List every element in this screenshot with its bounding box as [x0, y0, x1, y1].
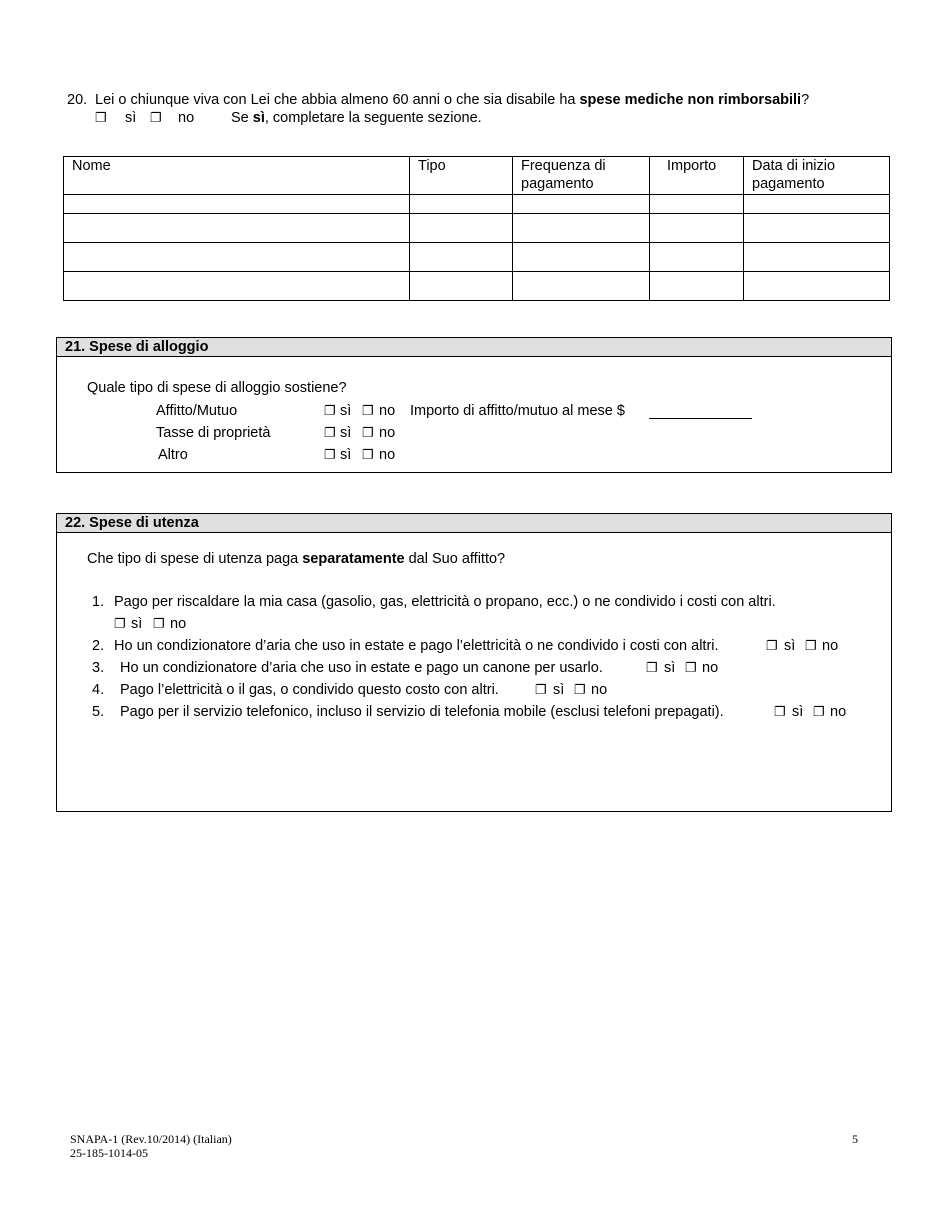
item-5-no-checkbox[interactable]: ❐: [813, 704, 825, 719]
q20-yes-checkbox[interactable]: ❐: [95, 110, 107, 125]
cell-input[interactable]: [513, 195, 650, 214]
property-tax-no-checkbox[interactable]: ❐: [362, 425, 374, 440]
q21-question: Quale tipo di spese di alloggio sostiene?: [87, 380, 347, 396]
property-tax-yes-checkbox[interactable]: ❐: [324, 425, 336, 440]
col-header-nome: Nome: [64, 157, 410, 195]
cell-input[interactable]: [64, 214, 410, 243]
utility-item-5-text: Pago per il servizio telefonico, incluso il servizio di telefonia mobile (esclusi telefoni prepagati).: [120, 704, 724, 720]
rent-no-label: no: [379, 403, 396, 419]
q22-question: Che tipo di spese di utenza paga separatamente dal Suo affitto?: [87, 551, 506, 567]
item-1-yes-checkbox[interactable]: ❐: [114, 616, 126, 631]
rent-amount-label: Importo di affitto/mutuo al mese $: [410, 403, 625, 419]
item-3-no-label: no: [702, 660, 719, 676]
item-5-yes-label: sì: [792, 704, 804, 720]
cell-input[interactable]: [410, 272, 513, 301]
item-4-no-label: no: [591, 682, 608, 698]
section-21-title: 21. Spese di alloggio: [57, 338, 891, 357]
item-4-yes-label: sì: [553, 682, 565, 698]
cell-input[interactable]: [64, 243, 410, 272]
item-2-yes-label: sì: [784, 638, 796, 654]
cell-input[interactable]: [513, 272, 650, 301]
col-header-data-inizio: Data di inizio pagamento: [744, 157, 890, 195]
utility-item-1-text: Pago per riscaldare la mia casa (gasolio, gas, elettricità o propano, ecc.) o ne condivido i costi con altri.: [114, 594, 776, 610]
cell-input[interactable]: [650, 195, 744, 214]
housing-label-rent: Affitto/Mutuo: [156, 403, 238, 419]
col-header-tipo: Tipo: [410, 157, 513, 195]
item-1-yes-label: sì: [131, 616, 143, 632]
cell-input[interactable]: [410, 195, 513, 214]
item-5-no-label: no: [830, 704, 847, 720]
q20-number: 20.: [67, 92, 88, 108]
cell-input[interactable]: [650, 272, 744, 301]
section-22-title: 22. Spese di utenza: [57, 514, 891, 533]
property-tax-no-label: no: [379, 425, 396, 441]
other-yes-label: sì: [340, 447, 352, 463]
rent-amount-field[interactable]: [649, 418, 752, 419]
col-header-frequenza: Frequenza di pagamento: [513, 157, 650, 195]
table-row: [64, 214, 890, 243]
housing-label-other: Altro: [158, 447, 188, 463]
table-header-row: [64, 157, 890, 195]
utility-item-3-number: 3.: [92, 660, 105, 676]
utility-item-3-text: Ho un condizionatore d’aria che uso in estate e pago un canone per usarlo.: [120, 660, 603, 676]
table-row: [64, 243, 890, 272]
utility-item-4-text: Pago l’elettricità o il gas, o condivido questo costo con altri.: [120, 682, 499, 698]
cell-input[interactable]: [513, 243, 650, 272]
item-4-no-checkbox[interactable]: ❐: [574, 682, 586, 697]
table-row: [64, 272, 890, 301]
rent-yes-label: sì: [340, 403, 352, 419]
cell-input[interactable]: [64, 272, 410, 301]
utility-item-1-number: 1.: [92, 594, 105, 610]
utility-item-4-number: 4.: [92, 682, 105, 698]
table-row: [64, 195, 890, 214]
footer-form-id: SNAPA-1 (Rev.10/2014) (Italian): [70, 1132, 232, 1146]
cell-input[interactable]: [650, 214, 744, 243]
item-2-no-label: no: [822, 638, 839, 654]
cell-input[interactable]: [513, 214, 650, 243]
item-2-yes-checkbox[interactable]: ❐: [766, 638, 778, 653]
item-3-yes-checkbox[interactable]: ❐: [646, 660, 658, 675]
cell-input[interactable]: [650, 243, 744, 272]
item-1-no-checkbox[interactable]: ❐: [153, 616, 165, 631]
rent-no-checkbox[interactable]: ❐: [362, 403, 374, 418]
col-header-importo: Importo: [650, 157, 744, 195]
item-3-yes-label: sì: [664, 660, 676, 676]
item-4-yes-checkbox[interactable]: ❐: [535, 682, 547, 697]
footer-form-code: 25-185-1014-05: [70, 1146, 148, 1160]
q20-no-checkbox[interactable]: ❐: [150, 110, 162, 125]
cell-input[interactable]: [64, 195, 410, 214]
cell-input[interactable]: [744, 195, 890, 214]
item-1-no-label: no: [170, 616, 187, 632]
q20-question: Lei o chiunque viva con Lei che abbia almeno 60 anni o che sia disabile ha spese mediche non rimborsabili?: [95, 92, 810, 108]
other-no-label: no: [379, 447, 396, 463]
footer-page-number: 5: [852, 1132, 858, 1146]
q20-followup: Se sì, completare la seguente sezione.: [231, 110, 482, 126]
medical-expenses-table: [63, 156, 890, 301]
utility-item-5-number: 5.: [92, 704, 105, 720]
utility-item-2-text: Ho un condizionatore d’aria che uso in estate e pago l’elettricità o ne condivido i costi con altri.: [114, 638, 719, 654]
cell-input[interactable]: [410, 214, 513, 243]
cell-input[interactable]: [744, 272, 890, 301]
other-yes-checkbox[interactable]: ❐: [324, 447, 336, 462]
item-2-no-checkbox[interactable]: ❐: [805, 638, 817, 653]
property-tax-yes-label: sì: [340, 425, 352, 441]
q20-no-label: no: [178, 110, 195, 126]
item-5-yes-checkbox[interactable]: ❐: [774, 704, 786, 719]
cell-input[interactable]: [744, 243, 890, 272]
rent-yes-checkbox[interactable]: ❐: [324, 403, 336, 418]
item-3-no-checkbox[interactable]: ❐: [685, 660, 697, 675]
cell-input[interactable]: [744, 214, 890, 243]
cell-input[interactable]: [410, 243, 513, 272]
housing-label-property-tax: Tasse di proprietà: [156, 425, 271, 441]
q20-yes-label: sì: [125, 110, 137, 126]
other-no-checkbox[interactable]: ❐: [362, 447, 374, 462]
utility-item-2-number: 2.: [92, 638, 105, 654]
